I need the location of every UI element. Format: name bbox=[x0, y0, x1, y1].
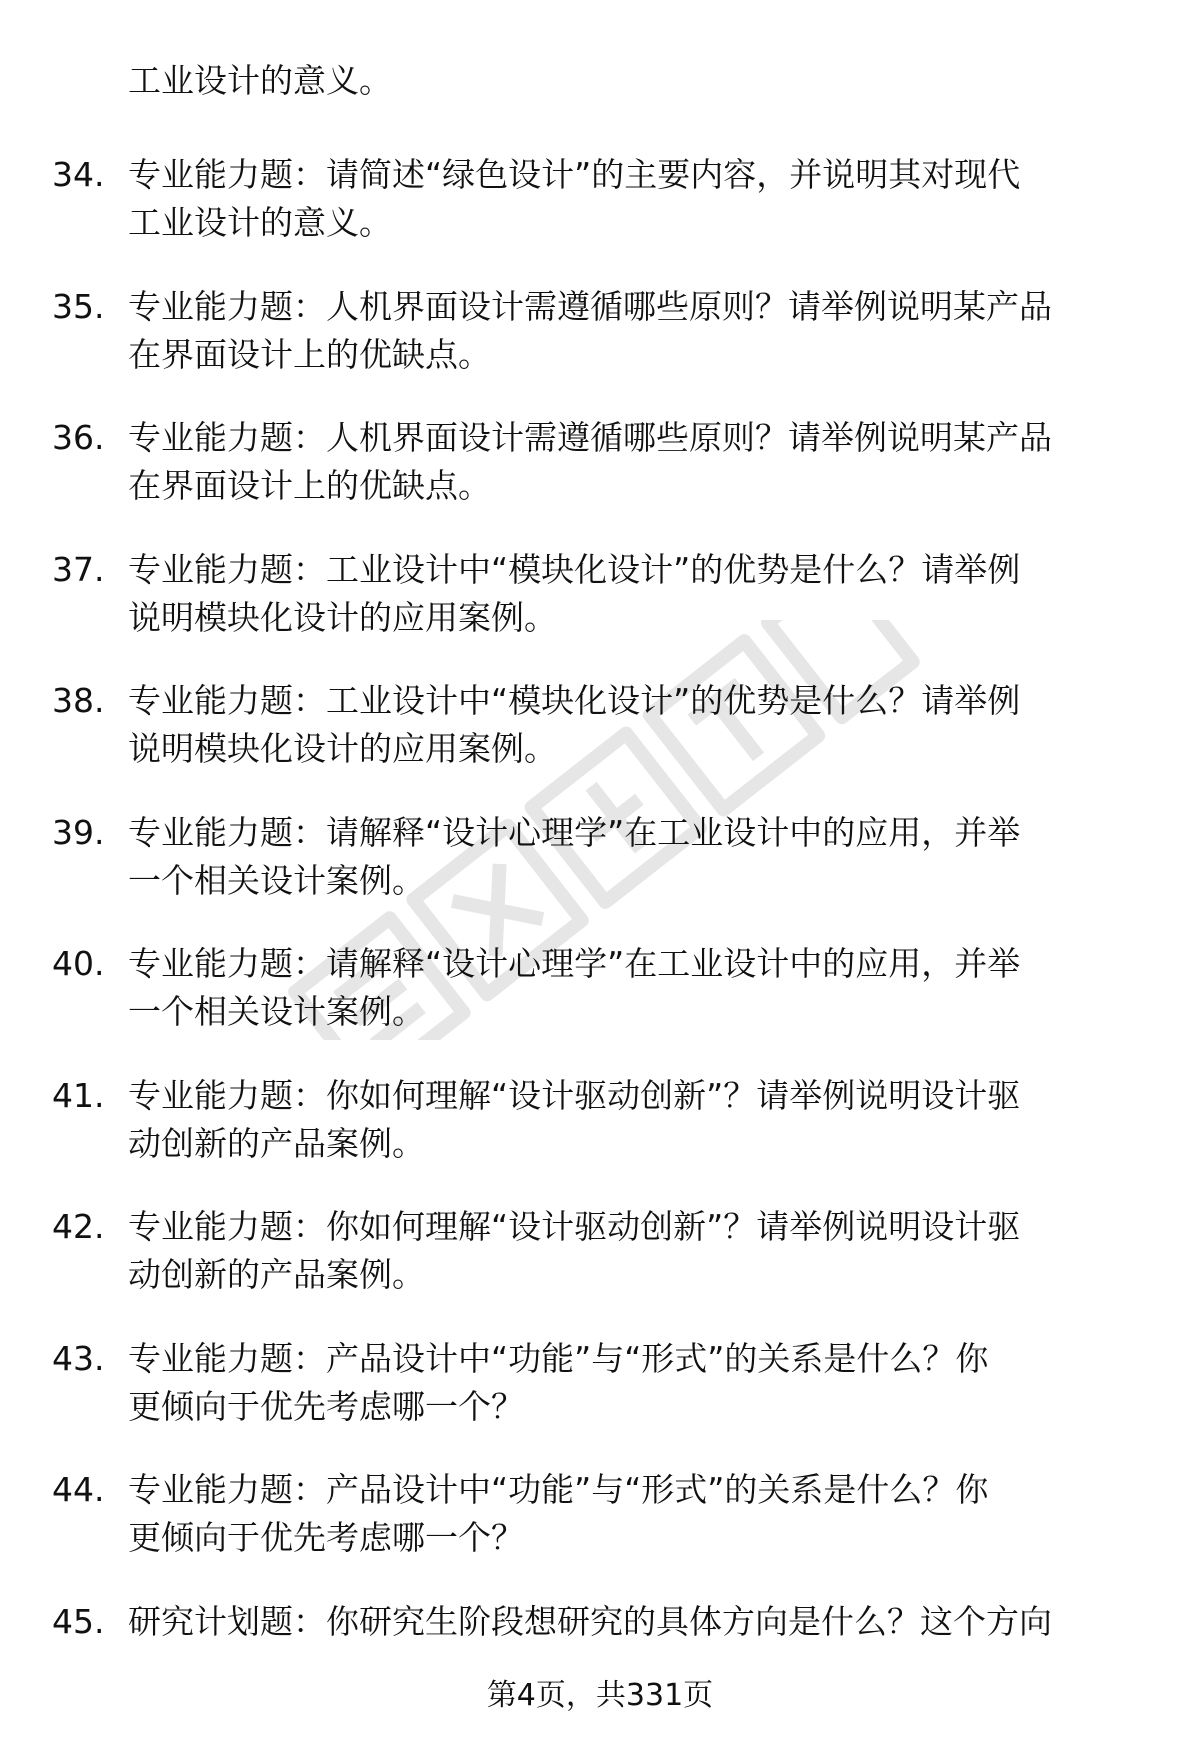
question-item bbox=[0, 415, 1200, 547]
question-number: 35. bbox=[52, 286, 105, 326]
question-list bbox=[0, 152, 1200, 1730]
question-number: 44. bbox=[52, 1470, 105, 1509]
question-text-line: 说明模块化设计的应用案例。 bbox=[128, 597, 557, 637]
question-text-line: 说明模块化设计的应用案例。 bbox=[128, 729, 557, 768]
question-item bbox=[0, 1467, 1200, 1599]
question-text-line: 专业能力题：工业设计中“模块化设计”的优势是什么？请举例 bbox=[128, 549, 1021, 589]
question-number: 40. bbox=[52, 944, 105, 983]
question-text-line: 更倾向于优先考虑哪一个？ bbox=[128, 1386, 524, 1426]
question-text-line: 专业能力题：工业设计中“模块化设计”的优势是什么？请举例 bbox=[128, 681, 1021, 720]
question-number: 42. bbox=[52, 1207, 105, 1246]
question-item bbox=[0, 810, 1200, 942]
page-footer: 第4页，共331页 bbox=[486, 1678, 714, 1713]
question-text-line: 专业能力题：请简述“绿色设计”的主要内容，并说明其对现代 bbox=[128, 155, 1021, 194]
question-text-line: 专业能力题：请解释“设计心理学”在工业设计中的应用，并举 bbox=[128, 812, 1021, 852]
question-text-line: 一个相关设计案例。 bbox=[128, 992, 425, 1031]
question-number: 34. bbox=[52, 155, 105, 194]
question-text-line: 研究计划题：你研究生阶段想研究的具体方向是什么？这个方向 bbox=[128, 1601, 1052, 1641]
question-text-line: 专业能力题：请解释“设计心理学”在工业设计中的应用，并举 bbox=[128, 944, 1021, 983]
question-number: 45. bbox=[52, 1601, 105, 1641]
question-text-line: 在界面设计上的优缺点。 bbox=[128, 466, 491, 505]
question-item bbox=[0, 547, 1200, 679]
question-text-line: 专业能力题：人机界面设计需遵循哪些原则？请举例说明某产品 bbox=[128, 418, 1052, 457]
question-number: 37. bbox=[52, 549, 105, 589]
question-item bbox=[0, 152, 1200, 284]
question-number: 41. bbox=[52, 1075, 105, 1115]
question-text-line: 更倾向于优先考虑哪一个？ bbox=[128, 1518, 524, 1557]
question-number: 43. bbox=[52, 1338, 105, 1378]
question-item bbox=[0, 1073, 1200, 1205]
question-text-line: 工业设计的意义。 bbox=[128, 203, 392, 242]
continued-question-text: 工业设计的意义。 bbox=[128, 61, 392, 100]
question-number: 38. bbox=[52, 681, 105, 720]
question-number: 39. bbox=[52, 812, 105, 852]
question-item bbox=[0, 1204, 1200, 1336]
question-text-line: 专业能力题：人机界面设计需遵循哪些原则？请举例说明某产品 bbox=[128, 286, 1052, 326]
question-text-line: 动创新的产品案例。 bbox=[128, 1123, 425, 1163]
question-item bbox=[0, 941, 1200, 1073]
question-text-line: 专业能力题：产品设计中“功能”与“形式”的关系是什么？你 bbox=[128, 1470, 989, 1509]
question-text-line: 一个相关设计案例。 bbox=[128, 860, 425, 900]
question-item bbox=[0, 284, 1200, 416]
question-text-line: 专业能力题：产品设计中“功能”与“形式”的关系是什么？你 bbox=[128, 1338, 989, 1378]
question-number: 36. bbox=[52, 418, 105, 457]
question-text-line: 专业能力题：你如何理解“设计驱动创新”？请举例说明设计驱 bbox=[128, 1207, 1021, 1246]
question-text-line: 动创新的产品案例。 bbox=[128, 1255, 425, 1294]
question-text-line: 专业能力题：你如何理解“设计驱动创新”？请举例说明设计驱 bbox=[128, 1075, 1021, 1115]
question-item bbox=[0, 678, 1200, 810]
question-text-line: 在界面设计上的优缺点。 bbox=[128, 334, 491, 374]
question-item bbox=[0, 1336, 1200, 1468]
